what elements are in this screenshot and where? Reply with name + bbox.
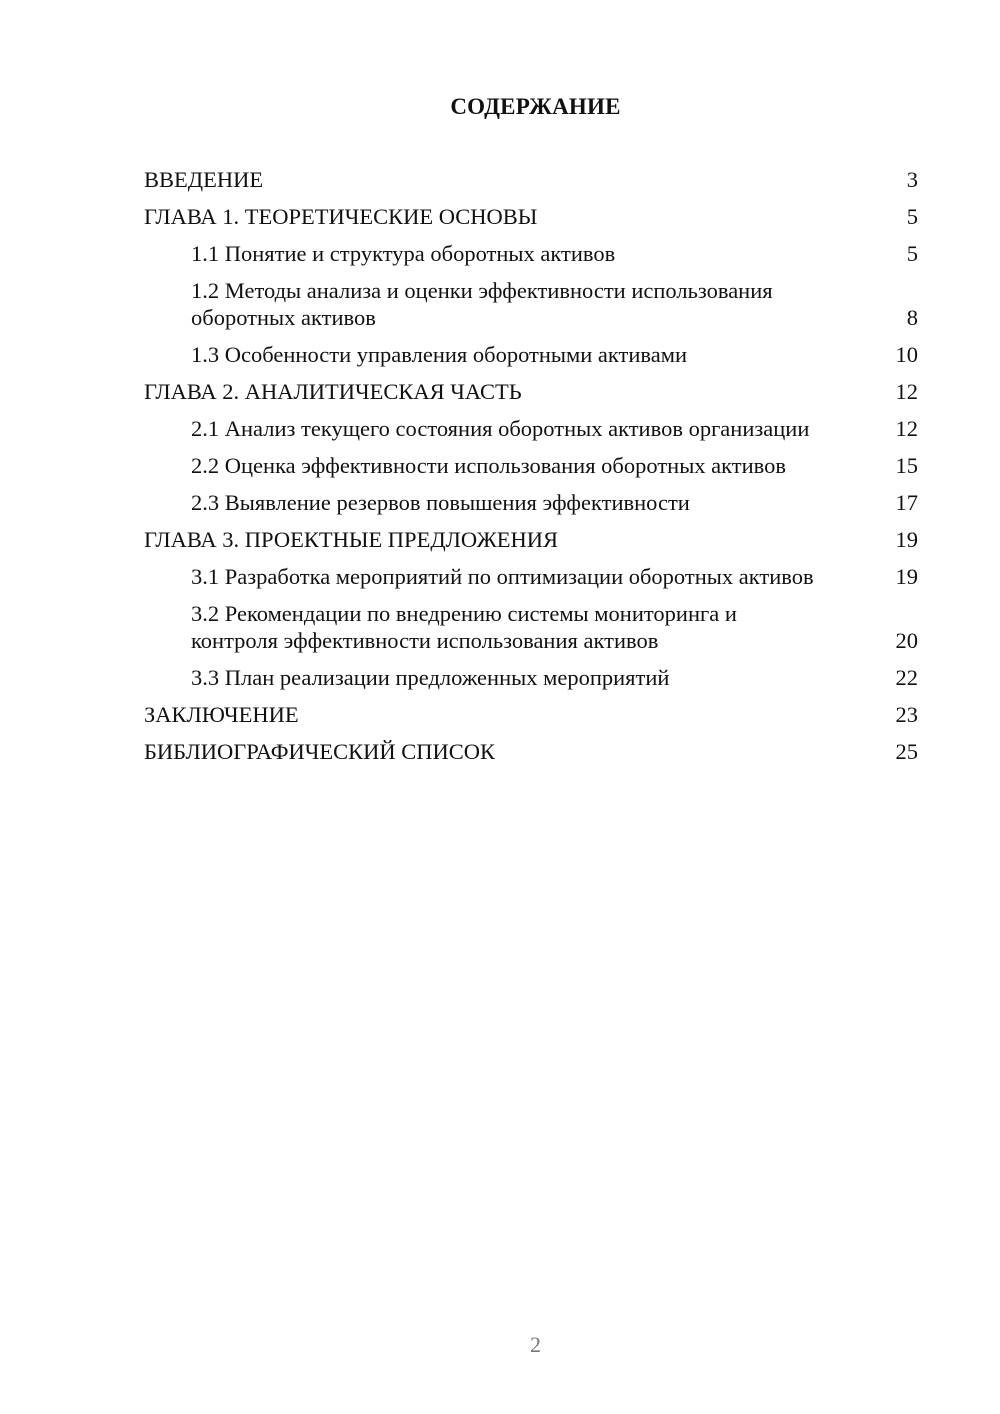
toc-entry-page: 20 <box>895 628 918 653</box>
toc-entry-text: 2.1 Анализ текущего состояния оборотных активов организации <box>191 416 810 441</box>
toc-entry-page: 5 <box>906 204 918 229</box>
toc-entry-text: 3.2 Рекомендации по внедрению системы мониторинга и контроля эффективности использования активов <box>191 601 737 653</box>
toc-entry-section-3-2[interactable] <box>144 600 918 654</box>
toc-entry-text: 1.1 Понятие и структура оборотных активов <box>191 241 616 266</box>
toc-entry-conclusion[interactable] <box>144 701 918 728</box>
toc-entry-text: ВВЕДЕНИЕ <box>144 167 264 192</box>
toc-entry-section-3-3[interactable] <box>144 664 918 691</box>
toc-entry-bibliography[interactable] <box>144 738 918 765</box>
toc-entry-page: 12 <box>895 416 918 441</box>
toc-entry-page: 15 <box>895 453 918 478</box>
toc-entry-page: 17 <box>895 490 918 515</box>
toc-entry-text: ГЛАВА 2. АНАЛИТИЧЕСКАЯ ЧАСТЬ <box>144 379 522 404</box>
toc-entry-text: 2.2 Оценка эффективности использования оборотных активов <box>191 453 787 478</box>
toc-entry-section-1-3[interactable] <box>144 341 918 368</box>
toc-entry-chapter-1[interactable] <box>144 203 918 230</box>
toc-entry-section-1-1[interactable] <box>144 240 918 267</box>
toc-entry-text: ГЛАВА 1. ТЕОРЕТИЧЕСКИЕ ОСНОВЫ <box>144 204 538 229</box>
page-number: 2 <box>530 1332 541 1357</box>
toc-entry-page: 25 <box>895 739 918 764</box>
toc-entry-section-2-2[interactable] <box>144 452 918 479</box>
toc-entry-text: БИБЛИОГРАФИЧЕСКИЙ СПИСОК <box>144 739 496 764</box>
toc-entry-text: 1.2 Методы анализа и оценки эффективности использования оборотных активов <box>191 278 773 330</box>
toc-entry-section-3-1[interactable] <box>144 563 918 590</box>
toc-entry-text: 3.3 План реализации предложенных мероприятий <box>191 665 670 690</box>
toc-entry-page: 22 <box>895 665 918 690</box>
toc-entry-section-2-1[interactable] <box>144 415 918 442</box>
page-title: СОДЕРЖАНИЕ <box>450 94 621 119</box>
toc-entry-page: 5 <box>906 241 918 266</box>
table-of-contents <box>144 166 918 775</box>
toc-entry-text: 1.3 Особенности управления оборотными активами <box>191 342 688 367</box>
toc-entry-introduction[interactable] <box>144 166 918 193</box>
toc-entry-chapter-2[interactable] <box>144 378 918 405</box>
toc-entry-text: 2.3 Выявление резервов повышения эффективности <box>191 490 690 515</box>
toc-entry-page: 10 <box>895 342 918 367</box>
toc-entry-page: 23 <box>895 702 918 727</box>
toc-entry-text: 3.1 Разработка мероприятий по оптимизации оборотных активов <box>191 564 814 589</box>
toc-entry-text: ГЛАВА 3. ПРОЕКТНЫЕ ПРЕДЛОЖЕНИЯ <box>144 527 559 552</box>
toc-entry-page: 19 <box>895 564 918 589</box>
toc-entry-chapter-3[interactable] <box>144 526 918 553</box>
toc-entry-page: 8 <box>906 305 918 330</box>
toc-entry-text: ЗАКЛЮЧЕНИЕ <box>144 702 299 727</box>
toc-entry-section-2-3[interactable] <box>144 489 918 516</box>
toc-entry-page: 3 <box>906 167 918 192</box>
toc-entry-section-1-2[interactable] <box>144 277 918 331</box>
toc-entry-page: 19 <box>895 527 918 552</box>
toc-entry-page: 12 <box>895 379 918 404</box>
